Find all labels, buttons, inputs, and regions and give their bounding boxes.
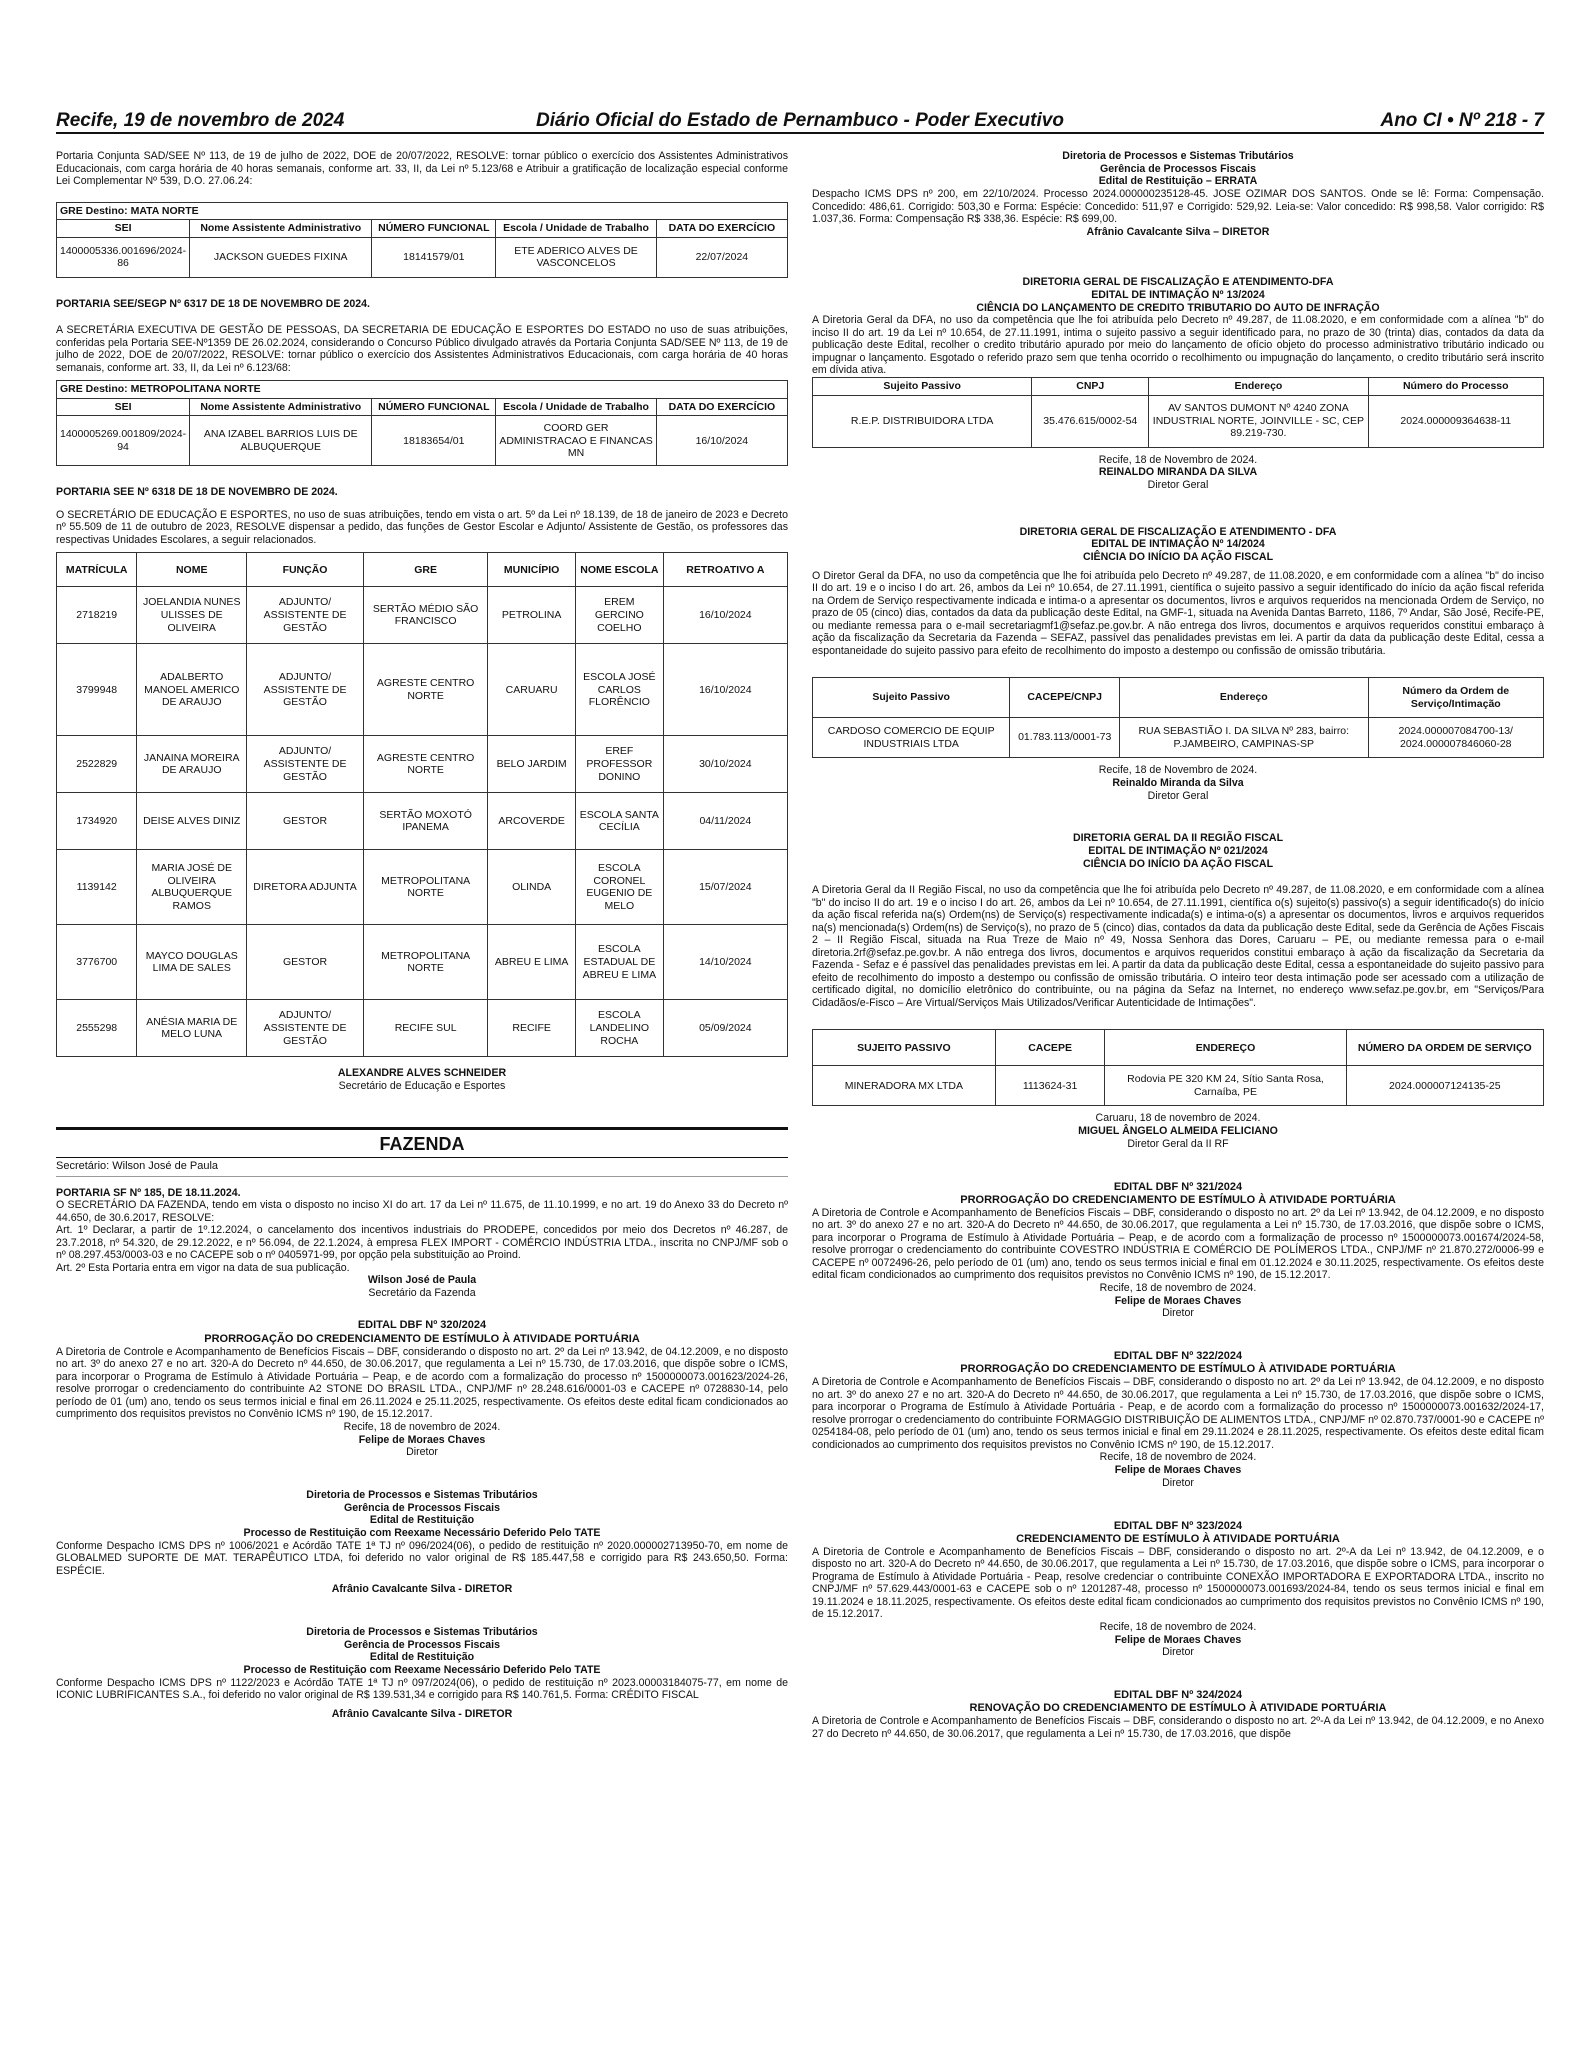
restituicao-1-header: Diretoria de Processos e Sistemas Tributários Gerência de Processos Fiscais Edital de Restituição Processo de Restituição com Reexame Necessário Deferido Pelo TATE [243,1488,601,1540]
signature-fazenda: Wilson José de Paula Secretário da Fazenda [367,1274,477,1299]
intimacao-13-text: A Diretoria Geral da DFA, no uso da competência que lhe foi atribuída pelo Decreto nº 49.287, de 11.08.2020, e em conformidade com a alínea "b" do inciso II do art. 19 da Lei nº 10.654, de 27.11.1991, intima o sujeito passivo a seguir identificado para, no prazo de 30 (trinta) dias, contados da data da publicação deste Edital, recolher o credito tributário apurado por meio do lançamento de ofício objeto do processo administrativo tributário indicado ou impugnar o lançamento. Esgotado o referido prazo sem que tenha ocorrido o recolhimento ou impugnação do lançamento, o credito tributário será inscrito em dívida ativa. [812,314,1544,377]
header-date: Recife, 19 de novembro de 2024 [56,110,345,131]
right-column [812,150,1544,1740]
table-row: MINERADORA MX LTDA 1113624-31 Rodovia PE 320 KM 24, Sítio Santa Rosa, Carnaíba, PE 2024.000007124135-25 [813,1066,1544,1106]
intimacao-13-signature: Recife, 18 de Novembro de 2024. REINALDO MIRANDA DA SILVA Diretor Geral [1098,453,1258,491]
table-row: 3776700 MAYCO DOUGLAS LIMA DE SALES GESTOR METROPOLITANA NORTE ABREU E LIMA ESCOLA ESTADUAL DE ABREU E LIMA 14/10/2024 [57,925,788,1000]
left-column [56,150,788,1720]
th-numero: NÚMERO FUNCIONAL [372,220,496,238]
errata-text: Despacho ICMS DPS nº 200, em 22/10/2024. Processo 2024.000000235128-45. JOSE OZIMAR DOS SANTOS. Onde se lê: Forma: Compensação. Concedido: 486,61. Corrigido: 503,30 e Forma: Espécie: Concedido: 511,97 e Corrigido: 529,92. Leia-se: Valor concedido: R$ 998,58. Valor corrigido: R$ 1.037,36. Forma: Compensação R$ 338,36. Espécie: R$ 699,00. [812,188,1544,226]
restituicao-2-signature: Afrânio Cavalcante Silva - DIRETOR [331,1707,513,1720]
intro-paragraph: Portaria Conjunta SAD/SEE Nº 113, de 19 de julho de 2022, DOE de 20/07/2022, RESOLVE: tornar público o exercício dos Assistentes Administrativos Educacionais, com carga horária de 40 horas semanais, conforme art. 33, II, da Lei nº 5.123/68 e Atribuir a gratificação de localização especial conforme Lei Complementar Nº 539, D.O. 27.06.24: [56,150,788,187]
edital-324-text: A Diretoria de Controle e Acompanhamento de Benefícios Fiscais – DBF, considerando o disposto no art. 2º-A da Lei nº 13.942, de 04.12.2009, e no Anexo 27 do Decreto nº 44.650, de 30.06.2017, que regulamenta a Lei nº 15.730, de 17.03.2016, que dispõe [812,1715,1544,1740]
portaria-185-text: O SECRETÁRIO DA FAZENDA, tendo em vista o disposto no inciso XI do art. 17 da Lei nº 11.675, de 11.10.1999, e no art. 19 do Anexo 33 do Decreto nº 44.650, de 30.6.2017, RESOLVE: [56,1199,788,1224]
errata-header: Diretoria de Processos e Sistemas Tributários Gerência de Processos Fiscais Edital de Restituição – ERRATA [1062,150,1294,188]
edital-323-signature: Recife, 18 de novembro de 2024. Felipe de Moraes Chaves Diretor [1099,1620,1257,1659]
table-metropolitana-norte: GRE Destino: METROPOLITANA NORTE SEI Nome Assistente Administrativo NÚMERO FUNCIONAL Escola / Unidade de Trabalho DATA DO EXERCÍCIO 1400005269.001809/2024-94 ANA IZABEL BARRIOS LUIS DE ALBUQUERQUE 18183654/01 COORD GER ADMINISTRACAO E FINANCAS MN 16/10/2024 [56,380,788,466]
edital-320-signature: Recife, 18 de novembro de 2024. Felipe de Moraes Chaves Diretor [343,1420,501,1459]
table-row: R.E.P. DISTRIBUIDORA LTDA 35.476.615/0002-54 AV SANTOS DUMONT Nº 4240 ZONA INDUSTRIAL NORTE, JOINVILLE - SC, CEP 89.219-730. 2024.000009364638-11 [813,395,1544,447]
edital-322-signature: Recife, 18 de novembro de 2024. Felipe de Moraes Chaves Diretor [1099,1451,1257,1489]
table-dispensa: MATRÍCULA NOME FUNÇÃO GRE MUNICÍPIO NOME ESCOLA RETROATIVO A 2718219 JOELANDIA NUNES ULISSES DE OLIVEIRA ADJUNTO/ ASSISTENTE DE GESTÃO SERTÃO MÉDIO SÃO FRANCISCO PETROLINA EREM GERCINO COELHO 16/10/2024 3799948 ADALBERTO MANOEL AMERICO DE ARAUJO ADJUNTO/ ASSISTENTE DE GESTÃO AGRESTE CENTRO NORTE CARUARU ESCOLA JOSÉ CARLOS FLORÊNCIO 16/10/2024 2522829 JANAINA MOREIRA DE ARAUJO ADJUNTO/ ASSISTENTE DE GESTÃO AGRESTE CENTRO NORTE BELO JARDIM EREF PROFESSOR DONINO 30/10/2024 1734920 DEISE ALVES DINIZ GESTOR SERTÃO MOXOTÓ IPANEMA ARCOVERDE ESCOLA SANTA CECÍLIA 04/11/2024 1139142 MARIA JOSÉ DE OLIVEIRA ALBUQUERQUE RAMOS DIRETORA ADJUNTA METROPOLITANA NORTE OLINDA ESCOLA CORONEL EUGENIO DE MELO 15/07/2024 3776700 MAYCO DOUGLAS LIMA DE SALES GESTOR METROPOLITANA NORTE ABREU E LIMA ESCOLA ESTADUAL DE ABREU E LIMA 14/10/2024 2555298 ANÉSIA MARIA DE MELO LUNA ADJUNTO/ ASSISTENTE DE GESTÃO RECIFE SUL RECIFE ESCOLA LANDELINO ROCHA 05/09/2024 [56,552,788,1057]
intimacao-14-table: Sujeito Passivo CACEPE/CNPJ Endereço Número da Ordem de Serviço/Intimação CARDOSO COMERCIO DE EQUIP INDUSTRIAIS LTDA 01.783.113/0001-73 RUA SEBASTIÃO I. DA SILVA Nº 283, bairro: P.JAMBEIRO, CAMPINAS-SP 2024.000007084700-13/ 2024.000007846060-28 [812,677,1544,758]
edital-323-subtitle: CREDENCIAMENTO DE ESTÍMULO À ATIVIDADE PORTUÁRIA [1016,1532,1340,1545]
restituicao-1-signature: Afrânio Cavalcante Silva - DIRETOR [331,1583,513,1596]
portaria-185-art2: Art. 2º Esta Portaria entra em vigor na data de sua publicação. [56,1261,350,1274]
intimacao-21-text: A Diretoria Geral da II Região Fiscal, no uso da competência que lhe foi atribuída pelo Decreto nº 49.287, de 11.08.2020, e em conformidade com a alínea "b" do inciso II do art. 19 e o inciso I do art. 26, ambos da Lei nº 10.654, de 27.11.1991, científica o(s) sujeito(s) passivo(s) a seguir identificado(s) do início da ação fiscal referida na(s) Ordem(ns) de Serviço(s) respectivamente indicada(s) e intima-o(s) a apresentar os documentos, livros e arquivos requeridos na(s) mencionada(s) Ordem(ns) de Serviço(s), no prazo de 5 (cinco) dias, contados da data da publicação deste Edital, sede da Gerência de Ações Fiscais 2 – II Região Fiscal, situada na Rua Treze de Maio nº 49, Nossa Senhora das Dores, Caruaru – PE, ou mediante remessa para o e-mail diretoria.2rf@sefaz.pe.gov.br. A não entrega dos livros, documentos e arquivos requeridos constitui embaraço à ação da fiscalização da Secretaria da Fazenda - Sefaz e é passível das penalidades previstas em lei. A partir da data da publicação deste Edital, cessa a espontaneidade do sujeito passivo para efeito de recolhimento do imposto a destempo ou confissão de omissão tributária. O inteiro teor desta intimação pode ser acessado com a utilização de certificado digital, no domicílio eletrônico do contribuinte, ou na página da Sefaz na Internet, no endereço www.sefaz.pe.gov.br, em "Serviços/Para Cidadãos/e-Fisco – Are Virtual/Serviços Mais Utilizados/Verificar Autenticidade de Intimações". [812,884,1544,1009]
header-edition: Ano CI • Nº 218 - 7 [1380,110,1544,131]
edital-321-title: EDITAL DBF Nº 321/2024 [1113,1180,1243,1193]
secretary-line: Secretário: Wilson José de Paula [56,1158,788,1176]
th-nome: Nome Assistente Administrativo [190,220,372,238]
intimacao-13-header: DIRETORIA GERAL DE FISCALIZAÇÃO E ATENDIMENTO-DFA EDITAL DE INTIMAÇÃO Nº 13/2024 CIÊNCIA DO LANÇAMENTO DE CREDITO TRIBUTARIO DO AUTO DE INFRAÇÃO [976,276,1380,314]
intimacao-13-table: Sujeito Passivo CNPJ Endereço Número do Processo R.E.P. DISTRIBUIDORA LTDA 35.476.615/0002-54 AV SANTOS DUMONT Nº 4240 ZONA INDUSTRIAL NORTE, JOINVILLE - SC, CEP 89.219-730. 2024.000009364638-11 [812,377,1544,448]
errata-signature: Afrânio Cavalcante Silva – DIRETOR [1086,225,1270,238]
table-mata-norte [56,202,788,278]
gre-label: GRE Destino: MATA NORTE [56,202,788,220]
intimacao-21-signature: Caruaru, 18 de novembro de 2024. MIGUEL ÂNGELO ALMEIDA FELICIANO Diretor Geral da II RF [1078,1112,1278,1150]
intimacao-14-text: O Diretor Geral da DFA, no uso da competência que lhe foi atribuída pelo Decreto nº 49.287, de 11.08.2020, e em conformidade com a alínea "b" do inciso II do art. 19 e o inciso I do art. 26, ambos da Lei nº 10.654, de 27.11.1991, científica o sujeito passivo a seguir identificado do início da ação fiscal referida na Ordem de Serviço respectivamente indicada e intima-o a apresentar os documentos, livros e arquivos requeridos na mencionada Ordem de Serviço, no prazo de 05 (cinco) dias, contados da data da publicação deste Edital, na GMF-1, situada na Avenida Dantas Barreto, 1186, 7º Andar, São José, Recife-PE, ou mediante remessa para o e-mail secretariagmf1@sefaz.pe.gov.br. A não entrega dos livros, documentos e arquivos requeridos constitui embaraço à ação da fiscalização da Secretaria da Fazenda – SEFAZ, passível das penalidades previstas em lei. A partir da data da publicação deste Edital, cessa a espontaneidade do sujeito passivo para efeito de recolhimento do imposto a destempo ou confissão de omissão tributária. [812,569,1544,657]
portaria-6318-title: PORTARIA SEE Nº 6318 DE 18 DE NOVEMBRO DE 2024. [56,486,338,499]
intimacao-14-header: DIRETORIA GERAL DE FISCALIZAÇÃO E ATENDIMENTO - DFA EDITAL DE INTIMAÇÃO Nº 14/2024 CIÊNCIA DO INÍCIO DA AÇÃO FISCAL [1019,525,1337,564]
portaria-185-art1: Art. 1º Declarar, a partir de 1º.12.2024, o cancelamento dos incentivos industriais do PRODEPE, concedidos por meio dos Decretos nº 46.287, de 23.7.2018, nº 54.320, de 29.12.2022, e nº 56.094, de 22.1.2024, à empresa FLEX IMPORT - COMÉRCIO INDÚSTRIA LTDA., inscrita no CNPJ/MF sob o nº 08.297.453/0003-03 e no CACEPE sob o nº 0405971-99, por opção pela substituição ao Proind. [56,1224,788,1262]
table-row: 1734920 DEISE ALVES DINIZ GESTOR SERTÃO MOXOTÓ IPANEMA ARCOVERDE ESCOLA SANTA CECÍLIA 04/11/2024 [57,793,788,850]
portaria-6317-text: A SECRETÁRIA EXECUTIVA DE GESTÃO DE PESSOAS, DA SECRETARIA DE EDUCAÇÃO E ESPORTES DO ESTADO no uso de suas atribuições, conferidas pela Portaria SEE-Nº1359 DE 26.02.2024, considerando o Concurso Público divulgado através da Portaria Conjunta SAD/SEE Nº 113, de 19 de julho de 2022, DOE de 20/07/2022, RESOLVE: tornar público o exercício dos Assistentes Administrativos Educacionais, com carga horária de 40 horas semanais, conforme art. 33, II, da Lei nº 6.123/68: [56,324,788,374]
header-title: Diário Oficial do Estado de Pernambuco - Poder Executivo [536,110,1064,131]
edital-321-signature: Recife, 18 de novembro de 2024. Felipe de Moraes Chaves Diretor [1099,1281,1257,1320]
th-escola: Escola / Unidade de Trabalho [496,220,656,238]
th-data: DATA DO EXERCÍCIO [656,220,787,238]
intimacao-21-table: SUJEITO PASSIVO CACEPE ENDEREÇO NÚMERO DA ORDEM DE SERVIÇO MINERADORA MX LTDA 1113624-31 Rodovia PE 320 KM 24, Sítio Santa Rosa, Carnaíba, PE 2024.000007124135-25 [812,1029,1544,1106]
table-row: 1139142 MARIA JOSÉ DE OLIVEIRA ALBUQUERQUE RAMOS DIRETORA ADJUNTA METROPOLITANA NORTE OLINDA ESCOLA CORONEL EUGENIO DE MELO 15/07/2024 [57,850,788,925]
restituicao-1-text: Conforme Despacho ICMS DPS nº 1006/2021 e Acórdão TATE 1ª TJ nº 096/2024(06), o pedido de restituição nº 2020.000002713950-70, em nome de GLOBALMED SUPORTE DE MAT. TERAPÊUTICO LTDA, foi deferido no valor original de R$ 185.447,58 e corrigido para R$ 243.650,50. Forma: ESPÉCIE. [56,1539,788,1577]
table-row: 1400005269.001809/2024-94 ANA IZABEL BARRIOS LUIS DE ALBUQUERQUE 18183654/01 COORD GER ADMINISTRACAO E FINANCAS MN 16/10/2024 [57,416,788,466]
intimacao-21-header: DIRETORIA GERAL DA II REGIÃO FISCAL EDITAL DE INTIMAÇÃO Nº 021/2024 CIÊNCIA DO INÍCIO DA AÇÃO FISCAL [1072,832,1284,870]
edital-322-text: A Diretoria de Controle e Acompanhamento de Benefícios Fiscais – DBF, considerando o disposto no art. 2º da Lei nº 13.942, de 04.12.2009, e no disposto no art. 3º do anexo 27 e no art. 320-A do Decreto nº 44.650, de 30.06.2017, que regulamenta a Lei nº 15.730, de 17.03.2016, que dispõe sobre o ICMS, para incorporar o Programa de Estímulo à Atividade Portuária - Peap, e de acordo com a formalização do processo nº 1500000073.001632/2024-17, resolve prorrogar o credenciamento do contribuinte FORMAGGIO DISTRIBUIÇÃO DE ALIMENTOS LTDA., CNPJ/MF nº 02.870.737/0001-90 e CACEPE nº 0254184-08, pelo período de 01 (um) ano, tendo os seus termos inicial e final em 29.11.2024 e 28.11.2025, respectivamente. Os efeitos deste edital ficam condicionados ao cumprimento dos requisitos previstos no Convênio ICMS nº 190, de 15.12.2017. [812,1376,1544,1451]
edital-320-text: A Diretoria de Controle e Acompanhamento de Benefícios Fiscais – DBF, considerando o disposto no art. 2º da Lei nº 13.942, de 04.12.2009, e no disposto no art. 3º do anexo 27 e no art. 320-A do Decreto nº 44.650, de 30.06.2017, que regulamenta a Lei nº 15.730, de 17.03.2016, que dispõe sobre o ICMS, para incorporar o Programa de Estímulo à Atividade Portuária – Peap, e de acordo com a formalização do processo nº 1500000073.001623/2024-26, resolve prorrogar o credenciamento do contribuinte A2 STONE DO BRASIL LTDA., CNPJ/MF nº 28.248.616/0001-03 e CACEPE nº 0728830-14, pelo período de 01 (um) ano, tendo os seus termos inicial e final em 26.11.2024 e 25.11.2025, respectivamente. Os efeitos deste edital ficam condicionados ao cumprimento dos requisitos previstos no Convênio ICMS nº 190, de 15.12.2017. [56,1345,788,1421]
restituicao-2-header: Diretoria de Processos e Sistemas Tributários Gerência de Processos Fiscais Edital de Restituição Processo de Restituição com Reexame Necessário Deferido Pelo TATE [243,1625,601,1677]
page-header [56,110,1544,134]
edital-324-subtitle: RENOVAÇÃO DO CREDENCIAMENTO DE ESTÍMULO À ATIVIDADE PORTUÁRIA [969,1702,1387,1715]
gre-label: GRE Destino: METROPOLITANA NORTE [56,380,788,398]
th-sei: SEI [57,220,190,238]
table-row: 1400005336.001696/2024-86 JACKSON GUEDES FIXINA 18141579/01 ETE ADERICO ALVES DE VASCONCELOS 22/07/2024 [57,237,788,277]
edital-320-title: EDITAL DBF Nº 320/2024 [357,1319,487,1332]
edital-322-title: EDITAL DBF Nº 322/2024 [1113,1350,1243,1363]
portaria-6317-title: PORTARIA SEE/SEGP Nº 6317 DE 18 DE NOVEMBRO DE 2024. [56,297,370,310]
signature-education: ALEXANDRE ALVES SCHNEIDER Secretário de Educação e Esportes [337,1067,507,1093]
table-row: 2718219 JOELANDIA NUNES ULISSES DE OLIVEIRA ADJUNTO/ ASSISTENTE DE GESTÃO SERTÃO MÉDIO SÃO FRANCISCO PETROLINA EREM GERCINO COELHO 16/10/2024 [57,587,788,644]
edital-320-subtitle: PRORROGAÇÃO DO CREDENCIAMENTO DE ESTÍMULO À ATIVIDADE PORTUÁRIA [204,1332,640,1345]
portaria-185-title: PORTARIA SF Nº 185, DE 18.11.2024. [56,1186,241,1199]
intimacao-14-signature: Recife, 18 de Novembro de 2024. Reinaldo Miranda da Silva Diretor Geral [1098,764,1258,802]
section-fazenda: FAZENDA [56,1127,788,1159]
edital-321-subtitle: PRORROGAÇÃO DO CREDENCIAMENTO DE ESTÍMULO À ATIVIDADE PORTUÁRIA [960,1193,1396,1206]
restituicao-2-text: Conforme Despacho ICMS DPS nº 1122/2023 e Acórdão TATE 1ª TJ nº 097/2024(06), o pedido de restituição nº 2023.00003184075-77, em nome de ICONIC LUBRIFICANTES S.A., foi deferido no valor original de R$ 139.531,34 e corrigido para R$ 140.761,5. Forma: CRÉDITO FISCAL [56,1676,788,1702]
table-row: 3799948 ADALBERTO MANOEL AMERICO DE ARAUJO ADJUNTO/ ASSISTENTE DE GESTÃO AGRESTE CENTRO NORTE CARUARU ESCOLA JOSÉ CARLOS FLORÊNCIO 16/10/2024 [57,644,788,736]
table-row: 2522829 JANAINA MOREIRA DE ARAUJO ADJUNTO/ ASSISTENTE DE GESTÃO AGRESTE CENTRO NORTE BELO JARDIM EREF PROFESSOR DONINO 30/10/2024 [57,736,788,793]
portaria-6318-text: O SECRETÁRIO DE EDUCAÇÃO E ESPORTES, no uso de suas atribuições, tendo em vista o art. 5º da Lei nº 18.139, de 18 de janeiro de 2023 e Decreto nº 55.509 de 11 de outubro de 2023, RESOLVE dispensar a pedido, das funções de Gestor Escolar e Adjunto/ Assistente de Gestão, os professores das respectivas Unidades Escolares, a seguir relacionados. [56,508,788,546]
edital-323-text: A Diretoria de Controle e Acompanhamento de Benefícios Fiscais – DBF, considerando o disposto no art. 2º-A da Lei nº 13.942, de 04.12.2009, e o disposto no art. 320-A do Decreto nº 44.650, de 30.06.2017, que regulamenta a Lei nº 15.730, de 17.03.2016, que dispõe sobre o ICMS, para incorporar o Programa de Estímulo à Atividade Portuária - Peap, resolve credenciar o contribuinte CONEXÃO IMPORTADORA E EXPORTADORA LTDA., inscrito no CNPJ/MF nº 57.629.443/0001-63 e CACEPE sob o nº 1201287-48, processo nº 1500000073.001693/2024-84, tendo os seus termos inicial e final em 19.11.2024 e 18.11.2025, respectivamente. Os efeitos deste edital ficam condicionados ao cumprimento dos requisitos previstos no Convênio ICMS nº 190, de 15.12.2017. [812,1545,1544,1621]
edital-322-subtitle: PRORROGAÇÃO DO CREDENCIAMENTO DE ESTÍMULO À ATIVIDADE PORTUÁRIA [960,1363,1396,1376]
table-row: 2555298 ANÉSIA MARIA DE MELO LUNA ADJUNTO/ ASSISTENTE DE GESTÃO RECIFE SUL RECIFE ESCOLA LANDELINO ROCHA 05/09/2024 [57,1000,788,1057]
edital-323-title: EDITAL DBF Nº 323/2024 [1113,1519,1243,1532]
edital-321-text: A Diretoria de Controle e Acompanhamento de Benefícios Fiscais – DBF, considerando o disposto no art. 2º da Lei nº 13.942, de 04.12.2009, e no disposto no art. 3º do anexo 27 e no art. 320-A do Decreto nº 44.650, de 30.06.2017, que regulamenta a Lei nº 15.730, de 17.03.2016, que dispõe sobre o ICMS, para incorporar o Programa de Estímulo à Atividade Portuária – Peap, e de acordo com a formalização de processo nº 1500000073.001674/2024-58, resolve prorrogar o credenciamento do contribuinte COVESTRO INDÚSTRIA E COMÉRCIO DE POLÍMEROS LTDA., CNPJ/MF nº 21.870.272/0006-99 e CACEPE nº 0072496-26, pelo período de 01 (um) ano, tendo os seus termos inicial e final em 01.12.2024 e 30.11.2025, respectivamente. Os efeitos deste edital ficam condicionados ao cumprimento dos requisitos previstos no Convênio ICMS nº 190, de 15.12.2017. [812,1206,1544,1282]
edital-324-title: EDITAL DBF Nº 324/2024 [1113,1689,1243,1702]
table-row: CARDOSO COMERCIO DE EQUIP INDUSTRIAIS LTDA 01.783.113/0001-73 RUA SEBASTIÃO I. DA SILVA Nº 283, bairro: P.JAMBEIRO, CAMPINAS-SP 2024.000007084700-13/ 2024.000007846060-28 [813,718,1544,758]
